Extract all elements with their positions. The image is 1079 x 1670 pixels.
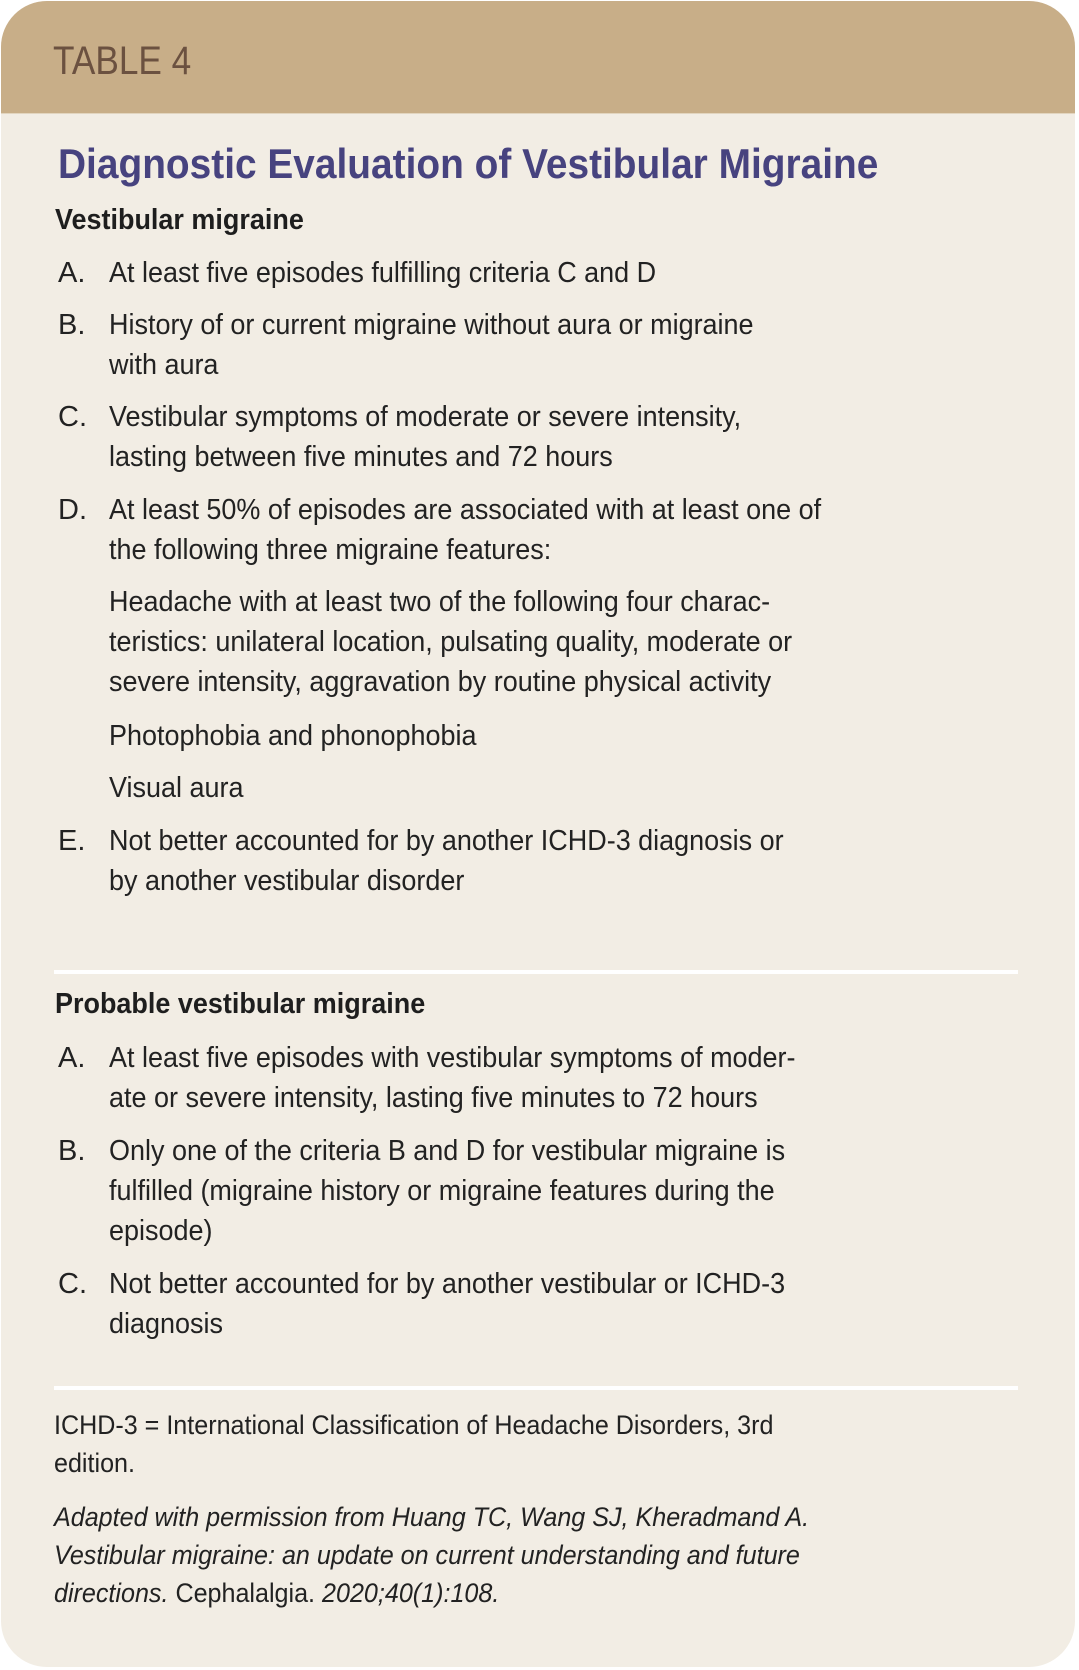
- criterion-letter: C.: [58, 1268, 87, 1300]
- criterion-text: Not better accounted for by another ICHD-3 diagnosis or: [109, 825, 784, 857]
- criterion-text: the following three migraine features:: [109, 534, 552, 566]
- subitem-text: teristics: unilateral location, pulsating quality, moderate or: [109, 626, 793, 658]
- footnote-divider: [54, 1386, 1018, 1390]
- citation-line-3: [54, 1574, 951, 1612]
- subitem-text: Headache with at least two of the following four charac-: [109, 586, 771, 618]
- criterion-text: ate or severe intensity, lasting five minutes to 72 hours: [109, 1082, 758, 1114]
- table-title: Diagnostic Evaluation of Vestibular Migraine: [58, 140, 879, 187]
- criterion-text: fulfilled (migraine history or migraine features during the: [109, 1175, 775, 1207]
- criterion-text: At least five episodes with vestibular symptoms of moder-: [109, 1042, 796, 1074]
- criterion-text: History of or current migraine without aura or migraine: [109, 309, 754, 341]
- criterion-letter: B.: [58, 1135, 86, 1167]
- criterion-letter: E.: [58, 825, 86, 857]
- criterion-letter: A.: [58, 257, 86, 289]
- section-heading-probable-vestibular-migraine: Probable vestibular migraine: [55, 988, 426, 1020]
- criterion-text: with aura: [109, 349, 219, 381]
- citation-text: Vestibular migraine: an update on current understanding and future: [54, 1540, 800, 1570]
- criterion-letter: C.: [58, 401, 87, 433]
- subitem-text: severe intensity, aggravation by routine physical activity: [109, 666, 772, 698]
- journal-name: Cephalalgia.: [175, 1578, 316, 1608]
- citation-text: 2020;40(1):108.: [322, 1578, 500, 1608]
- citation-text: directions.: [54, 1578, 169, 1608]
- criterion-text: by another vestibular disorder: [109, 865, 465, 897]
- criterion-text: episode): [109, 1215, 213, 1247]
- criterion-text: At least five episodes fulfilling criteria C and D: [109, 257, 657, 289]
- criterion-letter: A.: [58, 1042, 86, 1074]
- table-card: [1, 1, 1075, 1667]
- criterion-text: At least 50% of episodes are associated with at least one of: [109, 494, 822, 526]
- footnote-text: edition.: [54, 1448, 135, 1478]
- section-divider: [54, 970, 1018, 974]
- criterion-text: lasting between five minutes and 72 hours: [109, 441, 613, 473]
- criterion-letter: D.: [58, 494, 87, 526]
- subitem-text: Visual aura: [109, 772, 244, 804]
- criterion-text: Only one of the criteria B and D for vestibular migraine is: [109, 1135, 786, 1167]
- footnote-text: ICHD-3 = International Classification of Headache Disorders, 3rd: [54, 1410, 774, 1440]
- criterion-text: diagnosis: [109, 1308, 223, 1340]
- criterion-text: Vestibular symptoms of moderate or severe intensity,: [109, 401, 742, 433]
- abbreviation-footnote: [54, 1406, 1018, 1482]
- subitem-text: Photophobia and phonophobia: [109, 720, 477, 752]
- criterion-text: Not better accounted for by another vestibular or ICHD-3: [109, 1268, 786, 1300]
- table-number-label: TABLE 4: [53, 39, 192, 83]
- criterion-letter: B.: [58, 309, 86, 341]
- citation-text: Adapted with permission from Huang TC, Wang SJ, Kheradmand A.: [54, 1502, 810, 1532]
- section-heading-vestibular-migraine: Vestibular migraine: [55, 204, 304, 236]
- citation-footnote: [54, 1498, 1018, 1612]
- table-header: [1, 1, 1075, 114]
